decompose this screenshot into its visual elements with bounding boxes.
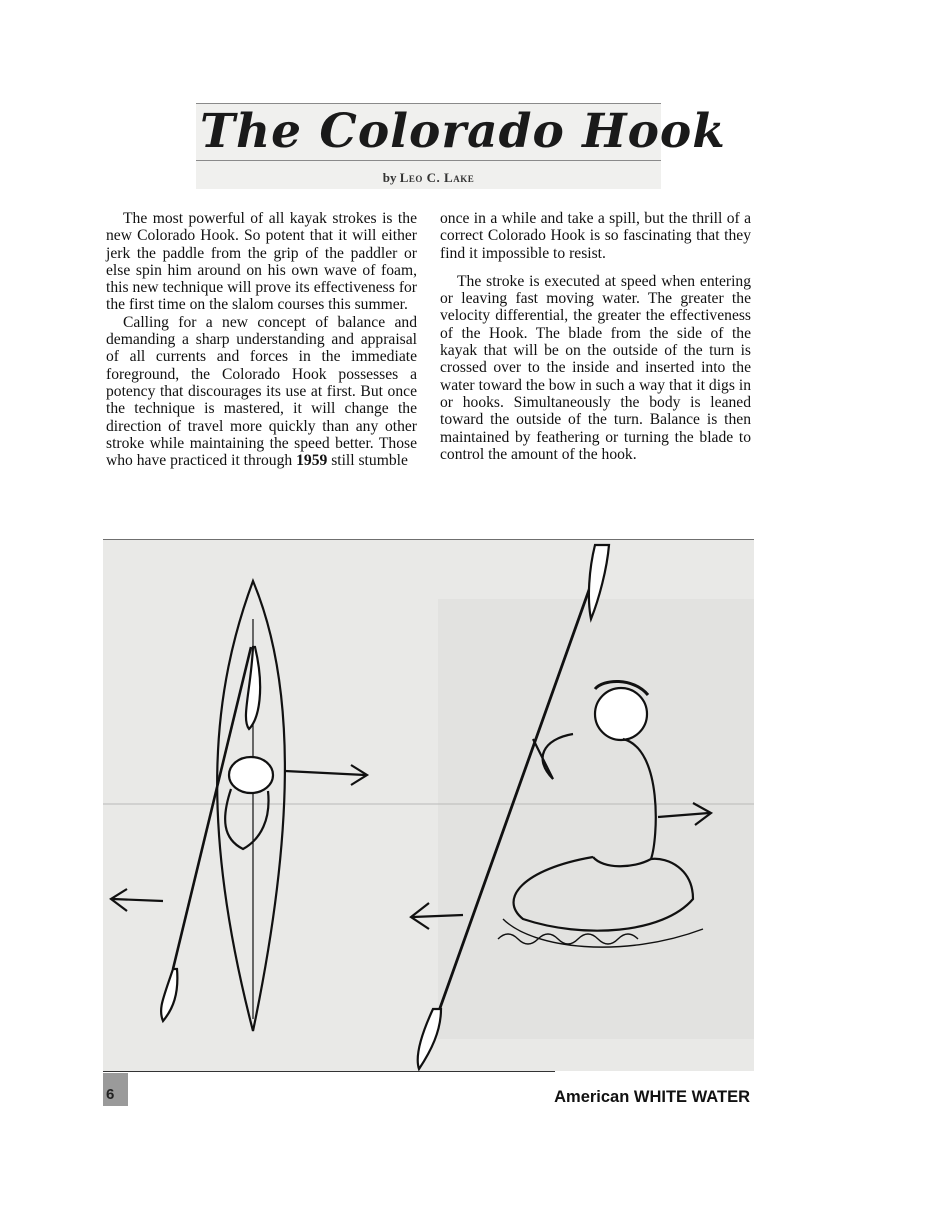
- illustration-bottom-rule: [103, 1071, 555, 1072]
- byline-prefix: by: [382, 170, 397, 185]
- paddler-torso-top: [225, 789, 268, 849]
- publication-name: American WHITE WATER: [554, 1088, 750, 1106]
- right-paragraph-1: once in a while and take a spill, but the thrill of a correct Colorado Hook is so fascinating that they find it impossible to resist.: [440, 210, 751, 262]
- right-column: [440, 210, 751, 463]
- right-paragraph-2: The stroke is executed at speed when entering or leaving fast moving water. The greater the velocity differential, the greater the effectiveness of the Hook. The blade from the side of the kayak that will be on the outside of the turn is crossed over to the inside and inserted into the water toward the bow in such a way that it digs in or hooks. Simultaneously the body is leaned toward the outside of the turn. Balance is then maintained by feathering or turning the blade to control the amount of the hook.: [440, 272, 751, 463]
- title-bottom-rule: [196, 160, 661, 161]
- left-paragraph-2: [106, 314, 417, 470]
- left-paragraph-2-text: Calling for a new concept of balance and demanding a sharp understanding and appraisal of all currents and forces in the immediate foreground, the Colorado Hook possesses a potency that discourages its use at first. But once the technique is mastered, it will change the direction of travel more quickly than any other stroke while maintaining the speed better. Those who have practiced it through: [106, 313, 417, 470]
- left-paragraph-2-tail: still stumble: [327, 452, 408, 470]
- left-column: [106, 210, 417, 469]
- paddler-head-side: [595, 688, 647, 740]
- paddle-blade-bottom: [161, 969, 177, 1021]
- kayak-topview-group: [111, 581, 367, 1031]
- byline-author: Leo C. Lake: [399, 170, 475, 185]
- arrow-right-shaft: [285, 771, 365, 775]
- paddler-head-top: [229, 757, 273, 793]
- bleedthrough-box: [438, 599, 754, 1039]
- paddle-shaft-left: [173, 647, 251, 969]
- page-number: 6: [106, 1086, 115, 1103]
- illustration-top-rule: [103, 539, 754, 540]
- year-highlight: 1959: [296, 452, 328, 470]
- article-title: The Colorado Hook: [200, 104, 726, 159]
- byline: [196, 170, 661, 186]
- kayak-paddler-illustration-icon: [103, 539, 754, 1071]
- paddle-blade-lower: [418, 1009, 441, 1069]
- left-paragraph-1: The most powerful of all kayak strokes is the new Colorado Hook. So potent that it will either jerk the paddle from the grip of the paddler or else spin him around on his own wave of foam, this new technique will prove its effectiveness for the first time on the slalom courses this summer.: [106, 210, 417, 314]
- arrow-left-shaft: [113, 899, 163, 901]
- kayak-illustration: [103, 539, 754, 1071]
